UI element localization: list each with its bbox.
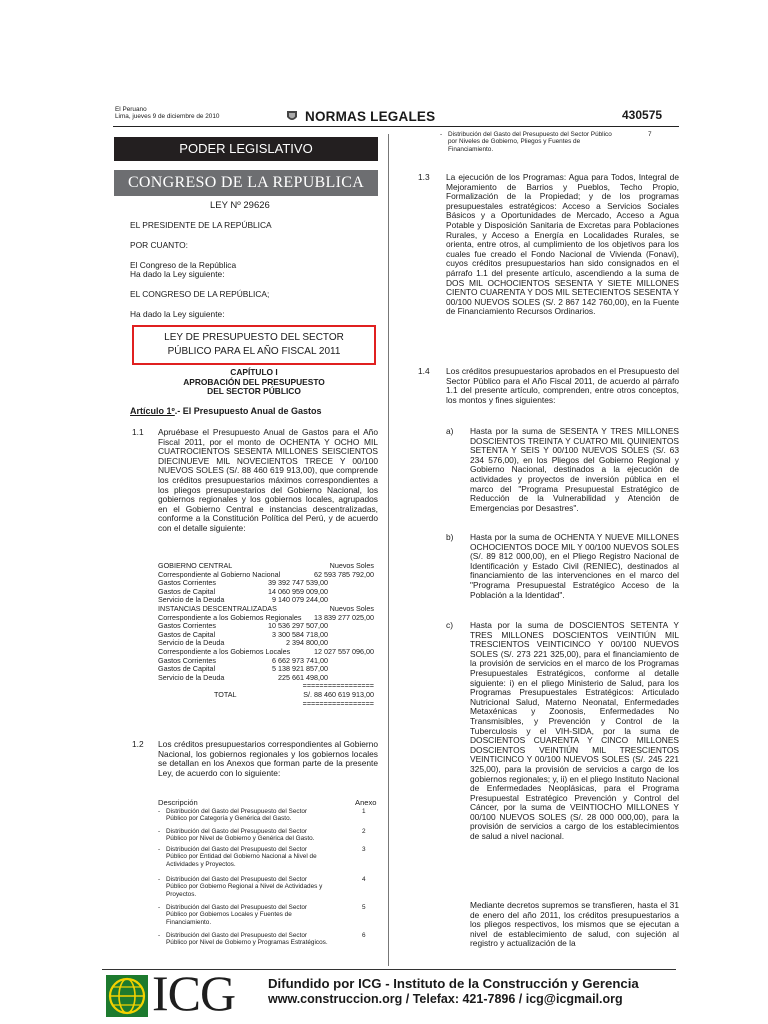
budget-row-label: Gastos de Capital bbox=[158, 629, 216, 639]
annex-description: Distribución del Gasto del Presupuesto del Sector Público por Categoría y Genérica del Gasto. bbox=[166, 808, 308, 823]
para-1-3-number: 1.3 bbox=[418, 172, 430, 182]
item-c-text: Hasta por la suma de DOSCIENTOS SETENTA Y TRES MILLONES DOSCIENTOS VEINTIÚN MIL TRESCIENTOS VEINTICINCO Y 00/100 NUEVOS SOLES (S/. 273 221 325,00), para el financiamiento de la provisión de servicios en el marco de los Programas Presupuestales Estratégicos, conforme al detalle siguiente: i) en el pliego Ministerio de Salud, para los Programas Presupuestales Estratégicos: Articulado Nutricional Salud, Materno Neonatal, Enfermedades Metaxénicas y Zoonosis, Enfermedades No Transmisibles, y Prevención y Control de la Tuberculosis y el VIH-SIDA, por la suma de DOSCIENTOS CUARENTA Y CINCO MILLONES DOSCIENTOS VEINTIÚN MIL TRESCIENTOS VEINTICINCO Y 00/100 NUEVOS SOLES (S/. 245 221 325,00), para la provisión de servicios a cargo de los gobiernos regionales; y, ii) en el pliego Instituto Nacional de Enfermedades Neoplásicas, para el Programa Presupuestal Estratégico Prevención y Control del Cáncer, por la suma de VEINTIOCHO MILLONES Y 00/100 NUEVOS SOLES (S/. 28 000 000,00), para la provisión de servicios a cargo de los establecimientos de salud a nivel nacional. bbox=[470, 620, 679, 842]
budget-row-value: 6 662 973 741,00 bbox=[272, 655, 328, 665]
budget-row-value: 9 140 079 244,00 bbox=[272, 595, 328, 605]
budget-row-label: Correspondiente a los Gobiernos Regionales bbox=[158, 612, 302, 622]
budget-row-value: 39 392 747 539,00 bbox=[268, 578, 328, 588]
budget-row-label: Servicio de la Deuda bbox=[158, 638, 225, 648]
column-divider bbox=[388, 134, 389, 966]
annex-bullet: - bbox=[158, 904, 161, 911]
budget-row-value: 14 060 959 009,00 bbox=[268, 586, 328, 596]
budget-row-value: 3 300 584 718,00 bbox=[272, 629, 328, 639]
chapter-number: CAPÍTULO I bbox=[230, 367, 278, 377]
budget-total-label: TOTAL bbox=[214, 690, 237, 699]
law-title-box bbox=[132, 325, 376, 365]
budget-row-label: GOBIERNO CENTRAL bbox=[158, 561, 233, 570]
page-number: 430575 bbox=[622, 108, 663, 122]
annex-header-description: Descripción bbox=[158, 798, 198, 807]
annex-bullet: - bbox=[440, 131, 443, 138]
congreso-line: El Congreso de la República bbox=[130, 260, 237, 270]
article-label: Artículo 1º bbox=[130, 406, 175, 416]
ha-dado-line-2: Ha dado la Ley siguiente: bbox=[130, 309, 225, 319]
header-rule bbox=[113, 126, 679, 127]
budget-row-value: 5 138 921 857,00 bbox=[272, 664, 328, 674]
budget-table bbox=[158, 562, 378, 732]
budget-separator: ================= bbox=[302, 681, 374, 691]
annex-number: 2 bbox=[362, 828, 366, 835]
item-c-label: c) bbox=[446, 620, 453, 630]
budget-row-label: Gastos Corrientes bbox=[158, 655, 216, 665]
budget-row-label: Gastos de Capital bbox=[158, 664, 216, 674]
el-congreso-line: EL CONGRESO DE LA REPÚBLICA; bbox=[130, 289, 270, 299]
poder-legislativo-banner: PODER LEGISLATIVO bbox=[114, 137, 378, 161]
annex-number: 3 bbox=[362, 846, 366, 853]
globe-logo-icon bbox=[106, 975, 148, 1017]
para-1-3-text: La ejecución de los Programas: Agua para Todos, Integral de Mejoramiento de Barrios y Pueblos, Techo Propio, Formalización de la Propiedad; y de los programas presupuestales estratégicos: Acceso a Servicios Sociales Básicos y a Oportunidades de Mercado, Acceso a Agua Potable y Disposición Sanitaria de Excretas para Poblaciones Rurales, y Acceso a Energía en Localidades Rurales, se orienta, entre otros, al cumplimiento de los objetivos para los cuales fue creado el Fondo Nacional de Vivienda (Fonavi), cuyos créditos presupuestarios han sido consignados en el párrafo 1.1 del presente artículo, ascendiendo a la suma de DOS MIL OCHOCIENTOS SESENTA Y SIETE MILLONES CIENTO CUARENTA Y DOS MIL SETECIENTOS SESENTA Y 00/100 NUEVOS SOLES (S/. 2 867 142 760,00), en la Fuente de Financiamiento Recursos Ordinarios. bbox=[446, 172, 679, 317]
annex-bullet: - bbox=[158, 828, 161, 835]
para-1-1-number: 1.1 bbox=[132, 427, 144, 437]
congreso-banner: CONGRESO DE LA REPUBLICA bbox=[114, 170, 378, 196]
footer-line-1: Difundido por ICG - Instituto de la Construcción y Gerencia bbox=[268, 976, 639, 991]
law-title-line-2: PÚBLICO PARA EL AÑO FISCAL 2011 bbox=[167, 346, 341, 357]
budget-row-label: Gastos Corrientes bbox=[158, 578, 216, 588]
annex-list-continued bbox=[440, 131, 680, 166]
annex-number: 6 bbox=[362, 932, 366, 939]
budget-row-value: Nuevos Soles bbox=[329, 561, 374, 570]
chapter-title-2: DEL SECTOR PÚBLICO bbox=[207, 386, 301, 397]
budget-row-label: INSTANCIAS DESCENTRALIZADAS bbox=[158, 604, 277, 613]
budget-row-value: 62 593 785 792,00 bbox=[314, 569, 374, 579]
para-1-2-number: 1.2 bbox=[132, 739, 144, 749]
header-left bbox=[115, 106, 255, 121]
article-heading bbox=[130, 407, 322, 417]
para-1-4-text: Los créditos presupuestarios aprobados en el Presupuesto del Sector Público para el Año Fiscal 2011, de acuerdo al párrafo 1.1 del presente artículo, comprenden, entre otros conceptos, los montos y fines siguientes: bbox=[446, 366, 679, 405]
budget-row-label: Gastos Corrientes bbox=[158, 621, 216, 631]
article-title: .- El Presupuesto Anual de Gastos bbox=[174, 406, 322, 416]
issue-date: Lima, jueves 9 de diciembre de 2010 bbox=[115, 113, 220, 121]
annex-bullet: - bbox=[158, 932, 161, 939]
chapter-heading bbox=[130, 368, 378, 397]
por-cuanto-line: POR CUANTO: bbox=[130, 240, 189, 250]
footer-line-2: www.construccion.org / Telefax: 421-7896 / icg@icgmail.org bbox=[268, 992, 623, 1006]
item-c-continuation: Mediante decretos supremos se transfieren, hasta el 31 de enero del año 2011, los créditos presupuestarios a los pliegos respectivos, los mismos que se ejecutan a nivel de establecimiento de salud, con sujeción al registro y actualización de la bbox=[470, 900, 679, 949]
annex-description: Distribución del Gasto del Presupuesto del Sector Público por Nivel de Gobierno y Genérica del Gasto. bbox=[166, 828, 315, 843]
budget-row-value: 2 394 800,00 bbox=[286, 638, 328, 648]
annex-number: 1 bbox=[362, 808, 366, 815]
presidente-line: EL PRESIDENTE DE LA REPÚBLICA bbox=[130, 220, 272, 230]
budget-total-value: S/. 88 460 619 913,00 bbox=[303, 690, 374, 699]
item-b-label: b) bbox=[446, 532, 454, 542]
publisher-name: El Peruano bbox=[115, 106, 147, 113]
annex-number: 5 bbox=[362, 904, 366, 911]
budget-row-label: Correspondiente a los Gobiernos Locales bbox=[158, 647, 291, 656]
annex-number: 7 bbox=[648, 131, 652, 138]
item-a-text: Hasta por la suma de SESENTA Y TRES MILLONES DOSCIENTOS TREINTA Y CUATRO MIL QUINIENTOS SETENTA Y SEIS Y 00/100 NUEVOS SOLES (S/. 63 234 576,00), en los Pliegos del Gobierno Regional y Gobierno Nacional, destinados a la ejecución de actividades y proyectos de inversión pública en el marco del "Programa Presupuestal Estratégico de Reducción de la Vulnerabilidad y Atención de Emergencias por Desastres". bbox=[470, 426, 679, 513]
annex-bullet: - bbox=[158, 876, 161, 883]
chapter-title-1: APROBACIÓN DEL PRESUPUESTO bbox=[183, 376, 325, 387]
budget-row-value: 10 536 297 507,00 bbox=[268, 621, 328, 631]
budget-row-label: Correspondiente al Gobierno Nacional bbox=[158, 569, 281, 579]
para-1-1-text: Apruébase el Presupuesto Anual de Gastos para el Año Fiscal 2011, por el monto de OCHENTA Y OCHO MIL CUATROCIENTOS SESENTA MILLONES SEISCIENTOS DIECINUEVE MIL NOVECIENTOS TRECE Y 00/100 NUEVOS SOLES (S/. 88 460 619 913,00), que comprende los créditos presupuestarios máximos correspondientes a los pliegos presupuestarios del Gobierno Nacional, los gobiernos regionales y los gobiernos locales, agrupados en el Gobierno Central e instancias descentralizadas, conforme a la Constitución Política del Perú, y de acuerdo con el detalle siguiente: bbox=[158, 427, 378, 533]
item-b-text: Hasta por la suma de OCHENTA Y NUEVE MILLONES OCHOCIENTOS DOCE MIL Y 00/100 NUEVOS SOLES (S/. 89 812 000,00), en el Pliego Registro Nacional de Identificación y Estado Civil (RENIEC), destinados al financiamiento de las intervenciones en el marco del "Programa Presupuestal Estratégico Acceso de la Población a la Identidad". bbox=[470, 532, 679, 600]
annex-description: Distribución del Gasto del Presupuesto del Sector Público por Nivel de Gobierno y Programas Estratégicos. bbox=[166, 932, 328, 947]
budget-row-value: 225 661 498,00 bbox=[278, 672, 328, 682]
budget-separator: ================= bbox=[302, 698, 374, 708]
budget-row-value: 13 839 277 025,00 bbox=[314, 612, 374, 622]
coat-of-arms-icon bbox=[285, 109, 299, 123]
item-a-label: a) bbox=[446, 426, 454, 436]
budget-row-label: Gastos de Capital bbox=[158, 586, 216, 596]
para-1-4-number: 1.4 bbox=[418, 366, 430, 376]
budget-row-label: Servicio de la Deuda bbox=[158, 595, 225, 605]
annex-bullet: - bbox=[158, 846, 161, 853]
budget-row-label: Servicio de la Deuda bbox=[158, 672, 225, 682]
para-1-2-text: Los créditos presupuestarios correspondientes al Gobierno Nacional, los gobiernos regionales y los gobiernos locales se detallan en los Anexos que forman parte de la presente Ley, de acuerdo con lo siguiente: bbox=[158, 739, 378, 778]
annex-bullet: - bbox=[158, 808, 161, 815]
law-number: LEY Nº 29626 bbox=[210, 200, 270, 211]
annex-description: Distribución del Gasto del Presupuesto del Sector Público por Gobiernos Locales y Fuentes de Financiamiento. bbox=[166, 904, 308, 926]
law-title-line-1: LEY DE PRESUPUESTO DEL SECTOR bbox=[164, 332, 344, 343]
annex-description: Distribución del Gasto del Presupuesto del Sector Público por Niveles de Gobierno, Pliegos y Fuentes de Financiamiento. bbox=[448, 131, 612, 153]
budget-row-value: Nuevos Soles bbox=[329, 604, 374, 613]
ha-dado-line-1: Ha dado la Ley siguiente: bbox=[130, 269, 225, 279]
annex-number: 4 bbox=[362, 876, 366, 883]
section-title: NORMAS LEGALES bbox=[305, 109, 436, 124]
icg-logo-text: ICG bbox=[152, 965, 236, 1021]
annex-description: Distribución del Gasto del Presupuesto del Sector Público por Entidad del Gobierno Nacional a Nivel de Actividades y Proyectos. bbox=[166, 846, 317, 868]
budget-row-value: 12 027 557 096,00 bbox=[314, 647, 374, 656]
annex-description: Distribución del Gasto del Presupuesto del Sector Público por Gobierno Regional a Nivel de Actividades y Proyectos. bbox=[166, 876, 323, 898]
annex-header-number: Anexo bbox=[355, 798, 377, 807]
annex-list bbox=[158, 808, 378, 963]
